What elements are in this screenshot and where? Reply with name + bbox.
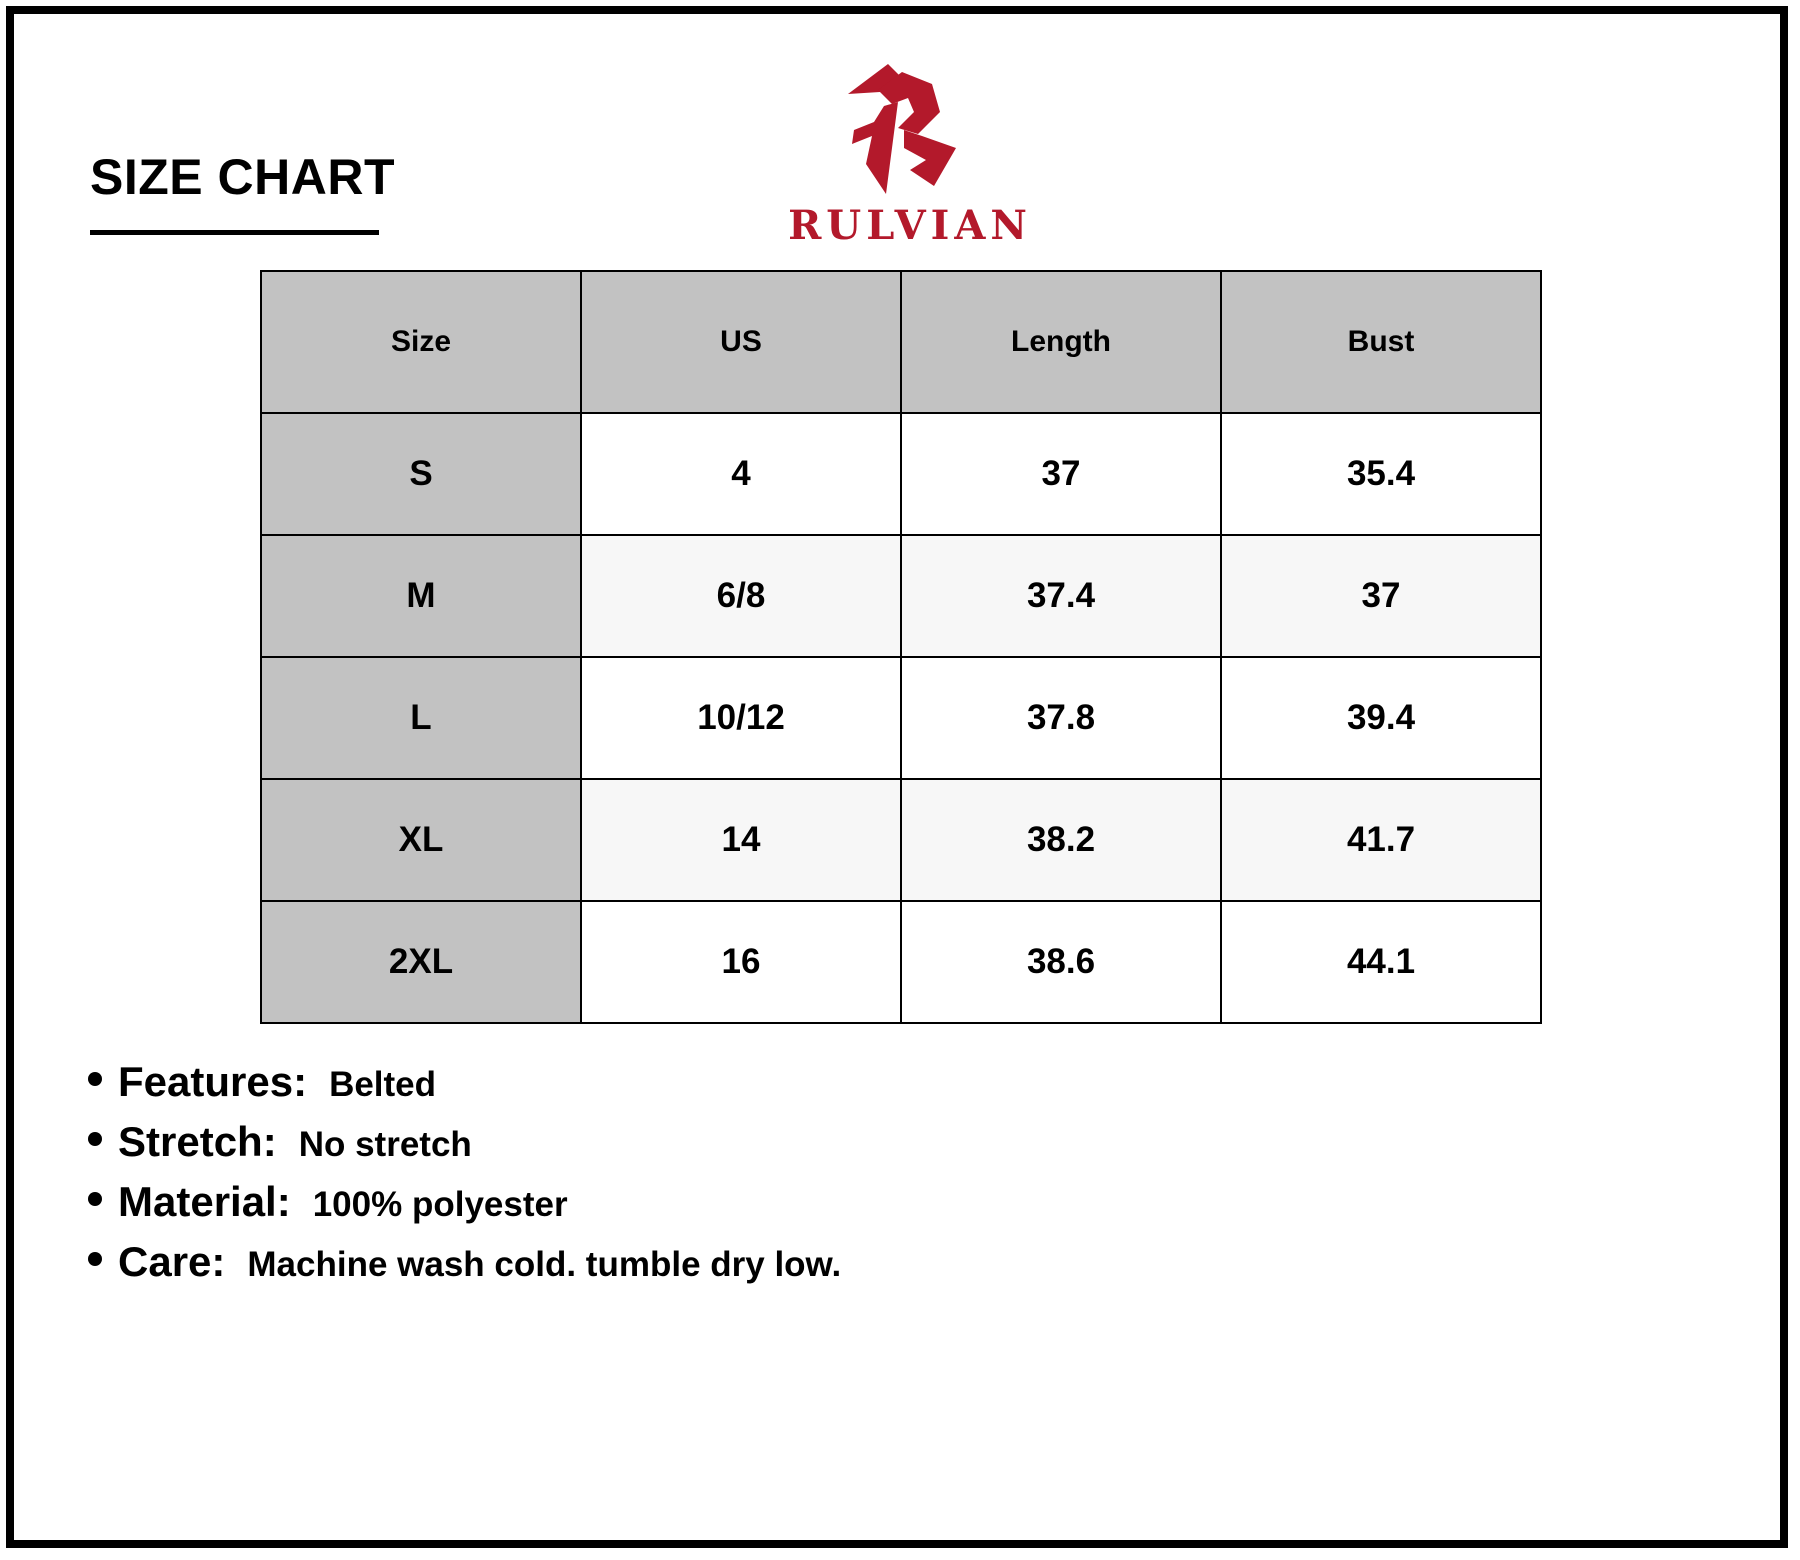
brand-logo <box>780 64 1040 254</box>
spec-label: Stretch: <box>118 1118 277 1165</box>
cell-size: XL <box>261 779 581 901</box>
spec-value: Machine wash cold. tumble dry low. <box>247 1245 842 1284</box>
header-size: Size <box>261 271 581 413</box>
cell-bust: 39.4 <box>1221 657 1541 779</box>
cell-bust: 44.1 <box>1221 901 1541 1023</box>
bullet-icon <box>88 1072 102 1086</box>
spec-label: Material: <box>118 1178 291 1225</box>
title-underline <box>90 230 379 235</box>
cell-us: 10/12 <box>581 657 901 779</box>
table-row <box>261 535 1541 657</box>
cell-size: 2XL <box>261 901 581 1023</box>
size-table <box>260 270 1542 1024</box>
header-bust: Bust <box>1221 271 1541 413</box>
cell-bust: 37 <box>1221 535 1541 657</box>
cell-us: 14 <box>581 779 901 901</box>
page-title: SIZE CHART <box>90 149 395 205</box>
cell-size: L <box>261 657 581 779</box>
cell-size: S <box>261 413 581 535</box>
table-row <box>261 413 1541 535</box>
cell-length: 37 <box>901 413 1221 535</box>
cell-us: 4 <box>581 413 901 535</box>
bullet-icon <box>88 1252 102 1266</box>
product-specs <box>88 1058 841 1298</box>
rulvian-r-logo-icon <box>840 64 970 199</box>
table-row <box>261 657 1541 779</box>
cell-bust: 35.4 <box>1221 413 1541 535</box>
header-us: US <box>581 271 901 413</box>
table-row <box>261 901 1541 1023</box>
cell-size: M <box>261 535 581 657</box>
spec-material <box>88 1178 841 1238</box>
table-row <box>261 779 1541 901</box>
spec-stretch <box>88 1118 841 1178</box>
spec-value: 100% polyester <box>312 1185 568 1224</box>
bullet-icon <box>88 1192 102 1206</box>
brand-name: RULVIAN <box>788 202 1032 249</box>
header-length: Length <box>901 271 1221 413</box>
cell-length: 37.8 <box>901 657 1221 779</box>
cell-us: 6/8 <box>581 535 901 657</box>
cell-length: 38.6 <box>901 901 1221 1023</box>
cell-bust: 41.7 <box>1221 779 1541 901</box>
table-header-row <box>261 271 1541 413</box>
spec-features <box>88 1058 841 1118</box>
spec-value: Belted <box>329 1065 437 1104</box>
bullet-icon <box>88 1132 102 1146</box>
cell-length: 37.4 <box>901 535 1221 657</box>
cell-length: 38.2 <box>901 779 1221 901</box>
spec-label: Care: <box>118 1238 226 1285</box>
spec-care <box>88 1238 841 1298</box>
cell-us: 16 <box>581 901 901 1023</box>
spec-label: Features: <box>118 1058 308 1105</box>
spec-value: No stretch <box>298 1125 472 1164</box>
